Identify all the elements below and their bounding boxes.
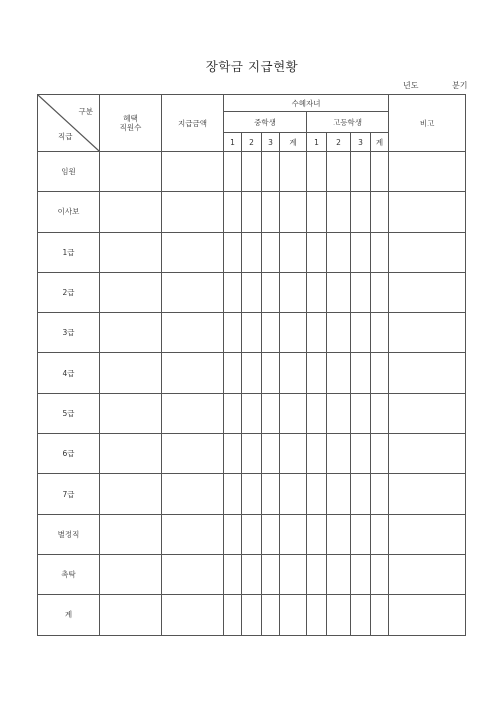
header-grade-1: 1	[224, 133, 242, 152]
table-cell[interactable]	[327, 434, 351, 474]
header-beneficiary-children: 수혜자녀	[224, 95, 389, 112]
table-cell[interactable]	[371, 232, 389, 272]
table-cell[interactable]	[162, 434, 224, 474]
table-cell[interactable]	[280, 232, 307, 272]
table-row	[38, 152, 466, 192]
table-cell[interactable]	[100, 434, 162, 474]
table-cell[interactable]	[389, 192, 466, 232]
table-cell[interactable]	[262, 595, 280, 635]
table-cell[interactable]	[327, 353, 351, 393]
table-cell[interactable]	[242, 595, 262, 635]
table-cell[interactable]	[262, 272, 280, 312]
table-cell[interactable]	[389, 393, 466, 433]
row-label: 별정직	[38, 514, 100, 554]
table-cell[interactable]	[162, 554, 224, 594]
table-cell[interactable]	[371, 272, 389, 312]
table-cell[interactable]	[100, 313, 162, 353]
table-row	[38, 272, 466, 312]
header-middle-school: 중학생	[224, 112, 307, 133]
table-cell[interactable]	[224, 313, 242, 353]
table-cell[interactable]	[307, 152, 327, 192]
table-cell[interactable]	[262, 192, 280, 232]
table-cell[interactable]	[224, 393, 242, 433]
table-cell[interactable]	[262, 353, 280, 393]
table-cell[interactable]	[162, 595, 224, 635]
table-cell[interactable]	[307, 595, 327, 635]
table-cell[interactable]	[224, 192, 242, 232]
table-cell[interactable]	[280, 192, 307, 232]
table-cell[interactable]	[162, 313, 224, 353]
table-cell[interactable]	[100, 192, 162, 232]
table-cell[interactable]	[224, 152, 242, 192]
table-cell[interactable]	[351, 152, 371, 192]
table-cell[interactable]	[327, 393, 351, 433]
row-label: 5급	[38, 393, 100, 433]
row-label: 2급	[38, 272, 100, 312]
table-cell[interactable]	[162, 272, 224, 312]
table-cell[interactable]	[100, 474, 162, 514]
table-cell[interactable]	[242, 192, 262, 232]
table-cell[interactable]	[351, 313, 371, 353]
table-cell[interactable]	[242, 313, 262, 353]
table-cell[interactable]	[280, 393, 307, 433]
table-cell[interactable]	[280, 554, 307, 594]
period-line	[0, 80, 504, 92]
table-cell[interactable]	[262, 232, 280, 272]
table-cell[interactable]	[162, 474, 224, 514]
header-category: 구분	[78, 107, 93, 116]
header-grade-2: 2	[242, 133, 262, 152]
table-cell[interactable]	[100, 554, 162, 594]
table-row	[38, 595, 466, 635]
header-grade-1: 1	[307, 133, 327, 152]
table-cell[interactable]	[262, 152, 280, 192]
table-cell[interactable]	[224, 272, 242, 312]
table-cell[interactable]	[351, 232, 371, 272]
table-cell[interactable]	[327, 313, 351, 353]
table-cell[interactable]	[371, 393, 389, 433]
table-cell[interactable]	[100, 393, 162, 433]
table-cell[interactable]	[242, 514, 262, 554]
table-cell[interactable]	[307, 353, 327, 393]
table-row	[38, 554, 466, 594]
table-cell[interactable]	[371, 595, 389, 635]
table-cell[interactable]	[351, 393, 371, 433]
table-cell[interactable]	[351, 474, 371, 514]
header-benefit-staff: 혜택 직원수	[100, 95, 162, 152]
quarter-label: 분기	[452, 81, 468, 90]
table-row	[38, 393, 466, 433]
table-cell[interactable]	[307, 313, 327, 353]
table-cell[interactable]	[371, 192, 389, 232]
row-label: 임원	[38, 152, 100, 192]
table-cell[interactable]	[224, 554, 242, 594]
table-cell[interactable]	[351, 554, 371, 594]
table-cell[interactable]	[327, 152, 351, 192]
table-cell[interactable]	[100, 232, 162, 272]
table-cell[interactable]	[389, 232, 466, 272]
row-label: 계	[38, 595, 100, 635]
table-cell[interactable]	[280, 595, 307, 635]
table-cell[interactable]	[162, 393, 224, 433]
table-cell[interactable]	[162, 152, 224, 192]
table-cell[interactable]	[280, 474, 307, 514]
header-remarks: 비고	[389, 95, 466, 152]
row-label: 4급	[38, 353, 100, 393]
table-cell[interactable]	[371, 152, 389, 192]
table-cell[interactable]	[224, 434, 242, 474]
table-cell[interactable]	[389, 554, 466, 594]
table-cell[interactable]	[242, 353, 262, 393]
diagonal-header-cell	[38, 95, 100, 152]
table-cell[interactable]	[162, 353, 224, 393]
table-cell[interactable]	[371, 434, 389, 474]
table-cell[interactable]	[327, 232, 351, 272]
header-grade-2: 2	[327, 133, 351, 152]
table-cell[interactable]	[242, 554, 262, 594]
header-payment-amount: 지급금액	[162, 95, 224, 152]
table-cell[interactable]	[389, 272, 466, 312]
table-cell[interactable]	[307, 192, 327, 232]
table-cell[interactable]	[351, 353, 371, 393]
year-label: 년도	[403, 81, 419, 90]
table-cell[interactable]	[327, 474, 351, 514]
table-cell[interactable]	[351, 192, 371, 232]
header-subtotal: 계	[280, 133, 307, 152]
table-cell[interactable]	[389, 434, 466, 474]
table-cell[interactable]	[262, 474, 280, 514]
table-row	[38, 353, 466, 393]
scholarship-table	[37, 94, 466, 636]
row-label: 6급	[38, 434, 100, 474]
table-cell[interactable]	[162, 232, 224, 272]
table-cell[interactable]	[327, 595, 351, 635]
table-cell[interactable]	[100, 514, 162, 554]
table-cell[interactable]	[327, 514, 351, 554]
table-cell[interactable]	[371, 353, 389, 393]
table-cell[interactable]	[327, 272, 351, 312]
table-cell[interactable]	[389, 353, 466, 393]
document-title: 장학금 지급현황	[205, 59, 299, 74]
row-label: 촉탁	[38, 554, 100, 594]
header-high-school: 고등학생	[307, 112, 389, 133]
table-row	[38, 474, 466, 514]
row-label: 이사보	[38, 192, 100, 232]
table-cell[interactable]	[307, 272, 327, 312]
table-cell[interactable]	[389, 474, 466, 514]
header-subtotal: 계	[371, 133, 389, 152]
table-cell[interactable]	[351, 595, 371, 635]
table-cell[interactable]	[389, 313, 466, 353]
table-cell[interactable]	[389, 152, 466, 192]
table-cell[interactable]	[262, 514, 280, 554]
table-cell[interactable]	[100, 595, 162, 635]
table-cell[interactable]	[242, 232, 262, 272]
table-cell[interactable]	[242, 272, 262, 312]
table-cell[interactable]	[389, 514, 466, 554]
table-cell[interactable]	[242, 393, 262, 433]
table-cell[interactable]	[307, 434, 327, 474]
table-cell[interactable]	[371, 514, 389, 554]
table-cell[interactable]	[280, 313, 307, 353]
table-cell[interactable]	[262, 434, 280, 474]
table-cell[interactable]	[351, 434, 371, 474]
table-cell[interactable]	[307, 393, 327, 433]
table-cell[interactable]	[224, 232, 242, 272]
table-cell[interactable]	[100, 152, 162, 192]
table-cell[interactable]	[242, 434, 262, 474]
table-row	[38, 232, 466, 272]
table-cell[interactable]	[351, 514, 371, 554]
table-cell[interactable]	[162, 192, 224, 232]
table-row	[38, 192, 466, 232]
table-cell[interactable]	[307, 474, 327, 514]
table-cell[interactable]	[100, 353, 162, 393]
diagonal-line	[38, 95, 99, 151]
table-cell[interactable]	[280, 152, 307, 192]
table-cell[interactable]	[371, 554, 389, 594]
table-cell[interactable]	[327, 192, 351, 232]
table-cell[interactable]	[371, 474, 389, 514]
table-cell[interactable]	[389, 595, 466, 635]
table-cell[interactable]	[162, 514, 224, 554]
table-cell[interactable]	[262, 313, 280, 353]
row-label: 7급	[38, 474, 100, 514]
table-cell[interactable]	[100, 272, 162, 312]
table-cell[interactable]	[327, 554, 351, 594]
header-grade-3: 3	[262, 133, 280, 152]
header-rank: 직급	[58, 132, 73, 141]
table-cell[interactable]	[307, 554, 327, 594]
table-cell[interactable]	[280, 353, 307, 393]
table-cell[interactable]	[351, 272, 371, 312]
row-label: 3급	[38, 313, 100, 353]
table-cell[interactable]	[224, 353, 242, 393]
table-cell[interactable]	[280, 434, 307, 474]
table-cell[interactable]	[224, 595, 242, 635]
table-cell[interactable]	[242, 474, 262, 514]
table-cell[interactable]	[224, 514, 242, 554]
table-cell[interactable]	[280, 272, 307, 312]
table-cell[interactable]	[224, 474, 242, 514]
table-cell[interactable]	[262, 554, 280, 594]
table-row	[38, 313, 466, 353]
table-cell[interactable]	[307, 232, 327, 272]
table-body	[38, 152, 466, 636]
table-cell[interactable]	[262, 393, 280, 433]
table-cell[interactable]	[307, 514, 327, 554]
row-label: 1급	[38, 232, 100, 272]
table-cell[interactable]	[242, 152, 262, 192]
header-grade-3: 3	[351, 133, 371, 152]
table-row	[38, 434, 466, 474]
table-cell[interactable]	[280, 514, 307, 554]
table-row	[38, 514, 466, 554]
table-cell[interactable]	[371, 313, 389, 353]
